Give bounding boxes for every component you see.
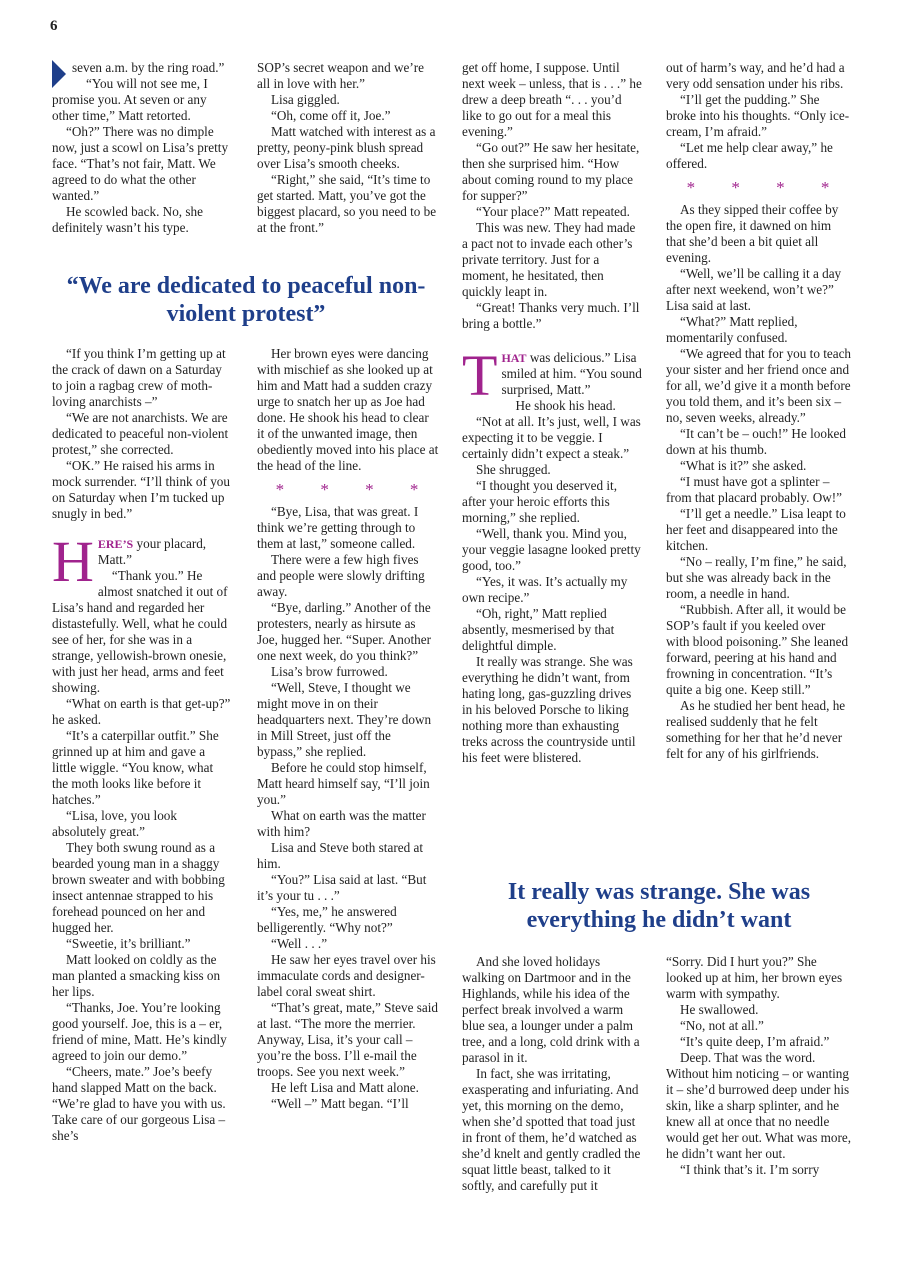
paragraph: “It can’t be – ouch!” He looked down at his thumb. — [666, 426, 846, 457]
paragraph: Her brown eyes were dancing with mischief as she looked up at him and Matt had a sudden crazy urge to snatch her up as Joe had done. He shook his head to clear it of the unwanted image, then obediently moved into his place at the head of the line. — [257, 346, 439, 473]
paragraph: “No, not at all.” — [680, 1018, 764, 1033]
paragraph: “That’s great, mate,” Steve said at last. “The more the merrier. Anyway, Lisa, it’s your call – you’re the boss. I’ll e-mail the troops. See you next week.” — [257, 1000, 438, 1079]
paragraph: Lisa and Steve both stared at him. — [257, 840, 423, 871]
paragraph: Lisa’s brow furrowed. — [271, 664, 388, 679]
column-3-body — [462, 60, 644, 766]
paragraph: Matt looked on coldly as the man planted a smacking kiss on her lips. — [52, 952, 221, 999]
paragraph: “Sorry. Did I hurt you?” She looked up at him, her brown eyes warm with sympathy. — [666, 954, 843, 1001]
paragraph: “Sweetie, it’s brilliant.” — [66, 936, 191, 951]
column-1-top — [52, 60, 232, 236]
paragraph: “We agreed that for you to teach your sister and her friend once and for all, we’d give it a month before you told them, and it’s been six – no, seven weeks, already.” — [666, 346, 852, 425]
paragraph: She shrugged. — [476, 462, 551, 477]
paragraph: Before he could stop himself, Matt heard himself say, “I’ll join you.” — [257, 760, 430, 807]
paragraph: In fact, she was irritating, exasperating and infuriating. And yet, this morning on the demo, when she’d spotted that toad just in front of them, he’d watched as she’d knelt and gently cradled the squat little beast, talked to it softly, and carefully put it — [462, 1066, 641, 1193]
column-2-body — [257, 346, 439, 1112]
paragraph: “OK.” He raised his arms in mock surrender. “I’ll think of you on Saturday when I’m tucked up snugly in bed.” — [52, 458, 230, 521]
paragraph: “Oh, come off it, Joe.” — [271, 108, 391, 123]
drop-cap: T — [462, 343, 498, 408]
paragraph: What on earth was the matter with him? — [257, 808, 426, 839]
paragraph: “Go out?” He saw her hesitate, then she surprised him. “How about coming round to my place for supper?” — [462, 140, 640, 203]
paragraph: “Yes, it was. It’s actually my own recipe.” — [462, 574, 628, 605]
paragraph: SOP’s secret weapon and we’re all in love with her.” — [257, 60, 424, 91]
paragraph: “I thought you deserved it, after your heroic efforts this morning,” she replied. — [462, 478, 617, 525]
paragraph: “If you think I’m getting up at the crack of dawn on a Saturday to join a ragbag crew of moth-loving anarchists –” — [52, 346, 226, 409]
paragraph: “We are not anarchists. We are dedicated to peaceful non-violent protest,” she corrected. — [52, 410, 229, 457]
paragraph: As he studied her bent head, he realised suddenly that he felt something for her that he’d never felt for any of his girlfriends. — [666, 698, 846, 761]
paragraph: “Rubbish. After all, it would be SOP’s fault if you keeled over with blood poisoning.” She leaned forward, peering at his hand and frowning in concentration. “It’s quite a big one. Keep still.” — [666, 602, 849, 697]
paragraph: Lisa giggled. — [271, 92, 340, 107]
paragraph: “Well, we’ll be calling it a day after next weekend, won’t we?” Lisa said at last. — [666, 266, 842, 313]
paragraph: “Thanks, Joe. You’re looking good yourself. Joe, this is a – er, friend of mine, Matt. He’s kindly agreed to join our demo.” — [52, 1000, 227, 1063]
paragraph: “Yes, me,” he answered belligerently. “Why not?” — [257, 904, 397, 935]
drop-cap: H — [52, 529, 94, 594]
paragraph: get off home, I suppose. Until next week – unless, that is . . .” he drew a deep breath “. . . you’d like to go out for a meal this evening.” — [462, 60, 642, 139]
column-1-body — [52, 346, 232, 1144]
paragraph: And she loved holidays walking on Dartmoor and in the Highlands, while his idea of the perfect break involved a warm blue sea, a lounger under a palm tree, and a long, cold drink with a parasol in it. — [462, 954, 640, 1065]
small-caps-text: HAT — [501, 351, 527, 365]
paragraph-text: was delicious.” Lisa smiled at him. “You sound surprised, Matt.” — [501, 350, 642, 397]
paragraph: He scowled back. No, she definitely wasn’t his type. — [52, 204, 203, 235]
page-number: 6 — [50, 18, 58, 34]
paragraph: “Cheers, mate.” Joe’s beefy hand slapped Matt on the back. “We’re glad to have you with us. Take care of our gorgeous Lisa – she’s — [52, 1064, 226, 1143]
paragraph: This was new. They had made a pact not to invade each other’s private territory. Just for a moment, he hesitated, then quickly leapt in. — [462, 220, 636, 299]
paragraph: “I’ll get a needle.” Lisa leapt to her feet and disappeared into the kitchen. — [666, 506, 846, 553]
paragraph: He saw her eyes travel over his immaculate cords and designer-label coral sweat shirt. — [257, 952, 436, 999]
section-ornament: * * * * — [275, 480, 435, 499]
drop-cap-paragraph — [52, 529, 232, 594]
paragraph: “Well . . .” — [271, 936, 328, 951]
paragraph: “Let me help clear away,” he offered. — [666, 140, 833, 171]
paragraph: “Well, thank you. Mind you, your veggie lasagne looked pretty good, too.” — [462, 526, 641, 573]
paragraph: They both swung round as a bearded young man in a shaggy brown sweater and with bobbing insect antennae strapped to his forehead pounced on her and hugged her. — [52, 840, 225, 935]
paragraph: “Your place?” Matt repeated. — [476, 204, 630, 219]
paragraph: He shook his head. — [515, 398, 616, 413]
paragraph: He left Lisa and Matt alone. — [271, 1080, 419, 1095]
paragraph: “Great! Thanks very much. I’ll bring a bottle.” — [462, 300, 640, 331]
paragraph: There were a few high fives and people were slowly drifting away. — [257, 552, 425, 599]
paragraph: “What?” Matt replied, momentarily confused. — [666, 314, 798, 345]
paragraph: “No – really, I’m fine,” he said, but she was already back in the room, a needle in hand. — [666, 554, 847, 601]
paragraph: It really was strange. She was everything he didn’t want, from hating long, gas-guzzling drives in his beloved Porsche to liking nothing more than exhausting treks across the countryside until his feet were blistered. — [462, 654, 636, 765]
paragraph: “Oh?” There was no dimple now, just a scowl on Lisa’s pretty face. “That’s not fair, Matt. We agreed to do what the other wanted.” — [52, 124, 229, 203]
paragraph: Matt watched with interest as a pretty, peony-pink blush spread over Lisa’s smooth cheeks. — [257, 124, 436, 171]
paragraph: out of harm’s way, and he’d had a very odd sensation under his ribs. — [666, 60, 845, 91]
continuation-arrow-icon — [52, 60, 66, 88]
paragraph: “Thank you.” He almost snatched it out of Lisa’s hand and regarded her distastefully. Well, what he could see of her, for she was in a strange, yellowish-brown onesie, with just her head, arms and feet showing. — [52, 568, 228, 695]
paragraph: “You will not see me, I promise you. At seven or any other time,” Matt retorted. — [52, 76, 208, 123]
paragraph: “I must have got a splinter – from that placard probably. Ow!” — [666, 474, 843, 505]
column-2-top — [257, 60, 439, 236]
paragraph: “I think that’s it. I’m sorry — [680, 1162, 820, 1177]
paragraph: “Well, Steve, I thought we might move in on their headquarters next. They’re down in Mill Street, just off the bypass,” she replied. — [257, 680, 432, 759]
section-ornament: * * * * — [686, 178, 846, 197]
paragraph: “What on earth is that get-up?” he asked. — [52, 696, 231, 727]
paragraph: “Not at all. It’s just, well, I was expecting it to be veggie. I certainly didn’t expect a steak.” — [462, 414, 641, 461]
paragraph: “Oh, right,” Matt replied absently, mesmerised by that delightful dimple. — [462, 606, 615, 653]
paragraph: “Right,” she said, “It’s time to get started. Matt, you’ve got the biggest placard, so you need to be at the front.” — [257, 172, 437, 235]
paragraph: “It’s a caterpillar outfit.” She grinned up at him and gave a little wiggle. “You know, what the moth looks like before it hatches.” — [52, 728, 219, 807]
paragraph: “Bye, Lisa, that was great. I think we’re getting through to them at last,” someone called. — [257, 504, 419, 551]
paragraph: “What is it?” she asked. — [680, 458, 807, 473]
pull-quote: “We are dedicated to peaceful non-violent protest” — [66, 273, 426, 327]
paragraph: He swallowed. — [680, 1002, 759, 1017]
paragraph: “It’s quite deep, I’m afraid.” — [680, 1034, 830, 1049]
small-caps-text: ERE’S — [97, 537, 134, 551]
paragraph: “I’ll get the pudding.” She broke into his thoughts. “Only ice-cream, I’m afraid.” — [666, 92, 850, 139]
column-4-body — [666, 60, 852, 762]
paragraph: seven a.m. by the ring road.” — [72, 60, 225, 75]
paragraph: Deep. That was the word. Without him noticing – or wanting it – she’d burrowed deep under his skin, like a sharp splinter, and he knew all at once that no needle would get her out. What was more, he didn’t want her out. — [666, 1050, 852, 1161]
paragraph-text: your placard, Matt.” — [97, 536, 207, 567]
paragraph: “Bye, darling.” Another of the protesters, nearly as hirsute as Joe, hugged her. “Super. Another one next week, do you think?” — [257, 600, 431, 663]
column-3-bottom — [462, 954, 644, 1194]
column-4-bottom — [666, 954, 852, 1178]
pull-quote: It really was strange. She was everything he didn’t want — [507, 879, 811, 933]
paragraph: “You?” Lisa said at last. “But it’s your tu . . .” — [257, 872, 427, 903]
paragraph: “Lisa, love, you look absolutely great.” — [52, 808, 177, 839]
paragraph: “Well –” Matt began. “I’ll — [271, 1096, 409, 1111]
paragraph: As they sipped their coffee by the open fire, it dawned on him that she’d been a bit quiet all evening. — [666, 202, 839, 265]
